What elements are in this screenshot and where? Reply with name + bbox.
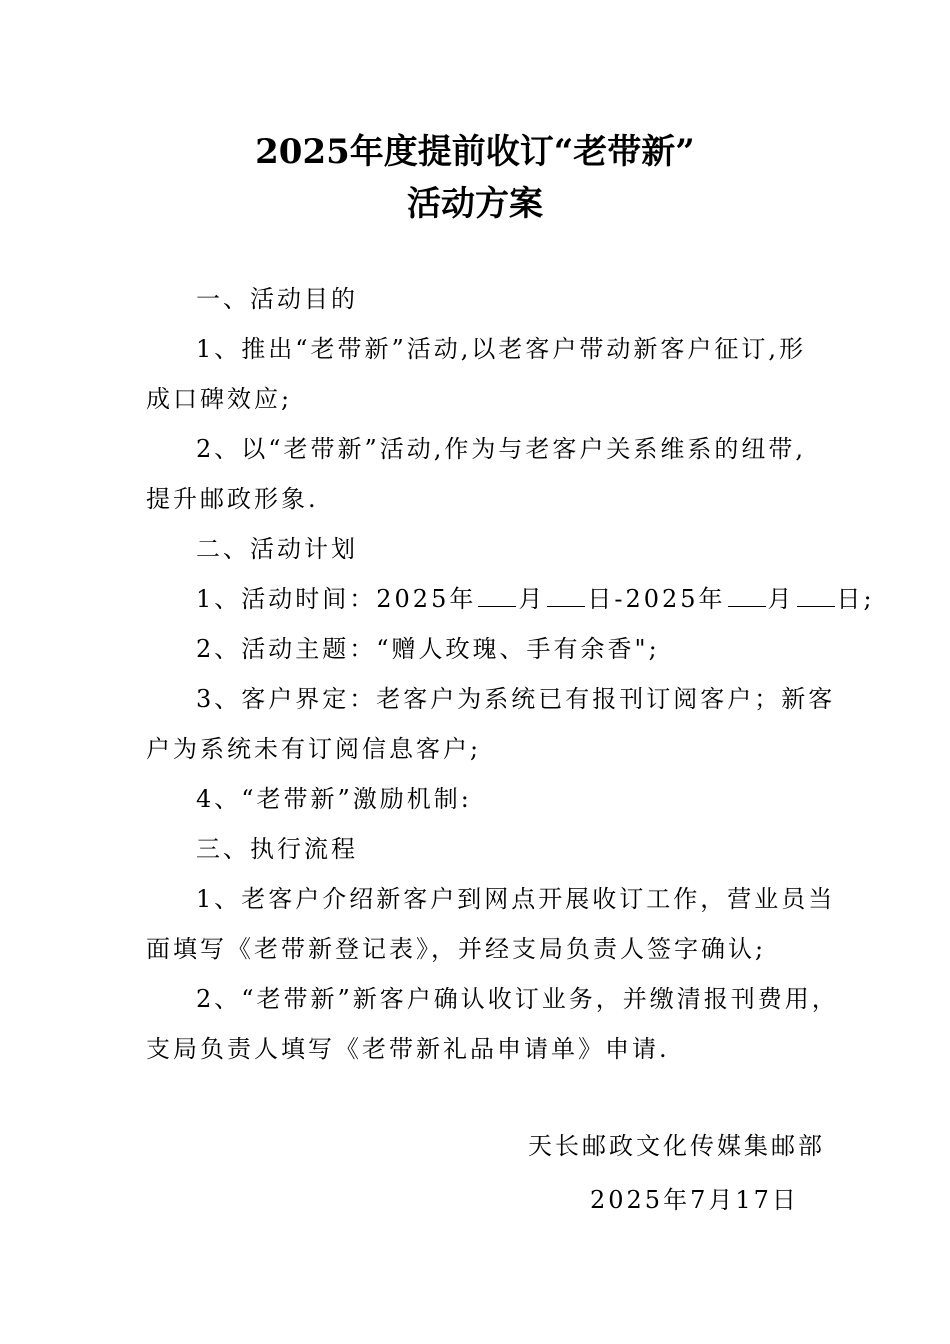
section-heading-plan: 二、活动计划 — [196, 535, 358, 563]
signature-organization: 天长邮政文化传媒集邮部 — [528, 1132, 825, 1160]
paragraph-line: 1、老客户介绍新客户到网点开展收订工作，营业员当 — [196, 885, 836, 913]
signature-date: 2025年7月17日 — [590, 1186, 799, 1214]
blank-field-day-end — [797, 584, 835, 607]
paragraph-line: 4、“老带新”激励机制: — [196, 785, 472, 813]
paragraph-line: 2、活动主题：“赠人玫瑰、手有余香"; — [196, 635, 660, 663]
paragraph-line: 3、客户界定：老客户为系统已有报刊订阅客户；新客 — [196, 685, 836, 713]
section-heading-purpose: 一、活动目的 — [196, 285, 358, 313]
paragraph-line: 户为系统未有订阅信息客户; — [146, 735, 482, 763]
paragraph-line: 提升邮政形象. — [146, 485, 319, 513]
day-label-end: 日; — [836, 585, 875, 613]
paragraph-line: 面填写《老带新登记表》，并经支局负责人签字确认; — [146, 935, 767, 963]
blank-field-month-start — [478, 584, 516, 607]
paragraph-line: 支局负责人填写《老带新礼品申请单》申请. — [146, 1035, 670, 1063]
paragraph-line: 2、以“老带新”活动,作为与老客户关系维系的纽带, — [196, 435, 807, 463]
doc-title-line2: 活动方案 — [407, 184, 543, 224]
paragraph-line: 2、“老带新”新客户确认收订业务，并缴清报刊费用， — [196, 985, 839, 1013]
month-label: 月 — [518, 585, 546, 613]
doc-title-line1: 2025年度提前收订“老带新” — [255, 132, 695, 172]
month-label: 月 — [767, 585, 795, 613]
activity-time-line — [146, 574, 875, 624]
activity-time-prefix: 1、活动时间：2025年 — [196, 585, 477, 613]
section-heading-process: 三、执行流程 — [196, 835, 358, 863]
blank-field-day-start — [547, 584, 585, 607]
document-body — [146, 274, 875, 1074]
day-label-range: 日-2025年 — [587, 585, 726, 613]
paragraph-line: 成口碑效应; — [146, 385, 293, 413]
blank-field-month-end — [728, 584, 766, 607]
paragraph-line: 1、推出“老带新”活动,以老客户带动新客户征订,形 — [196, 335, 807, 363]
